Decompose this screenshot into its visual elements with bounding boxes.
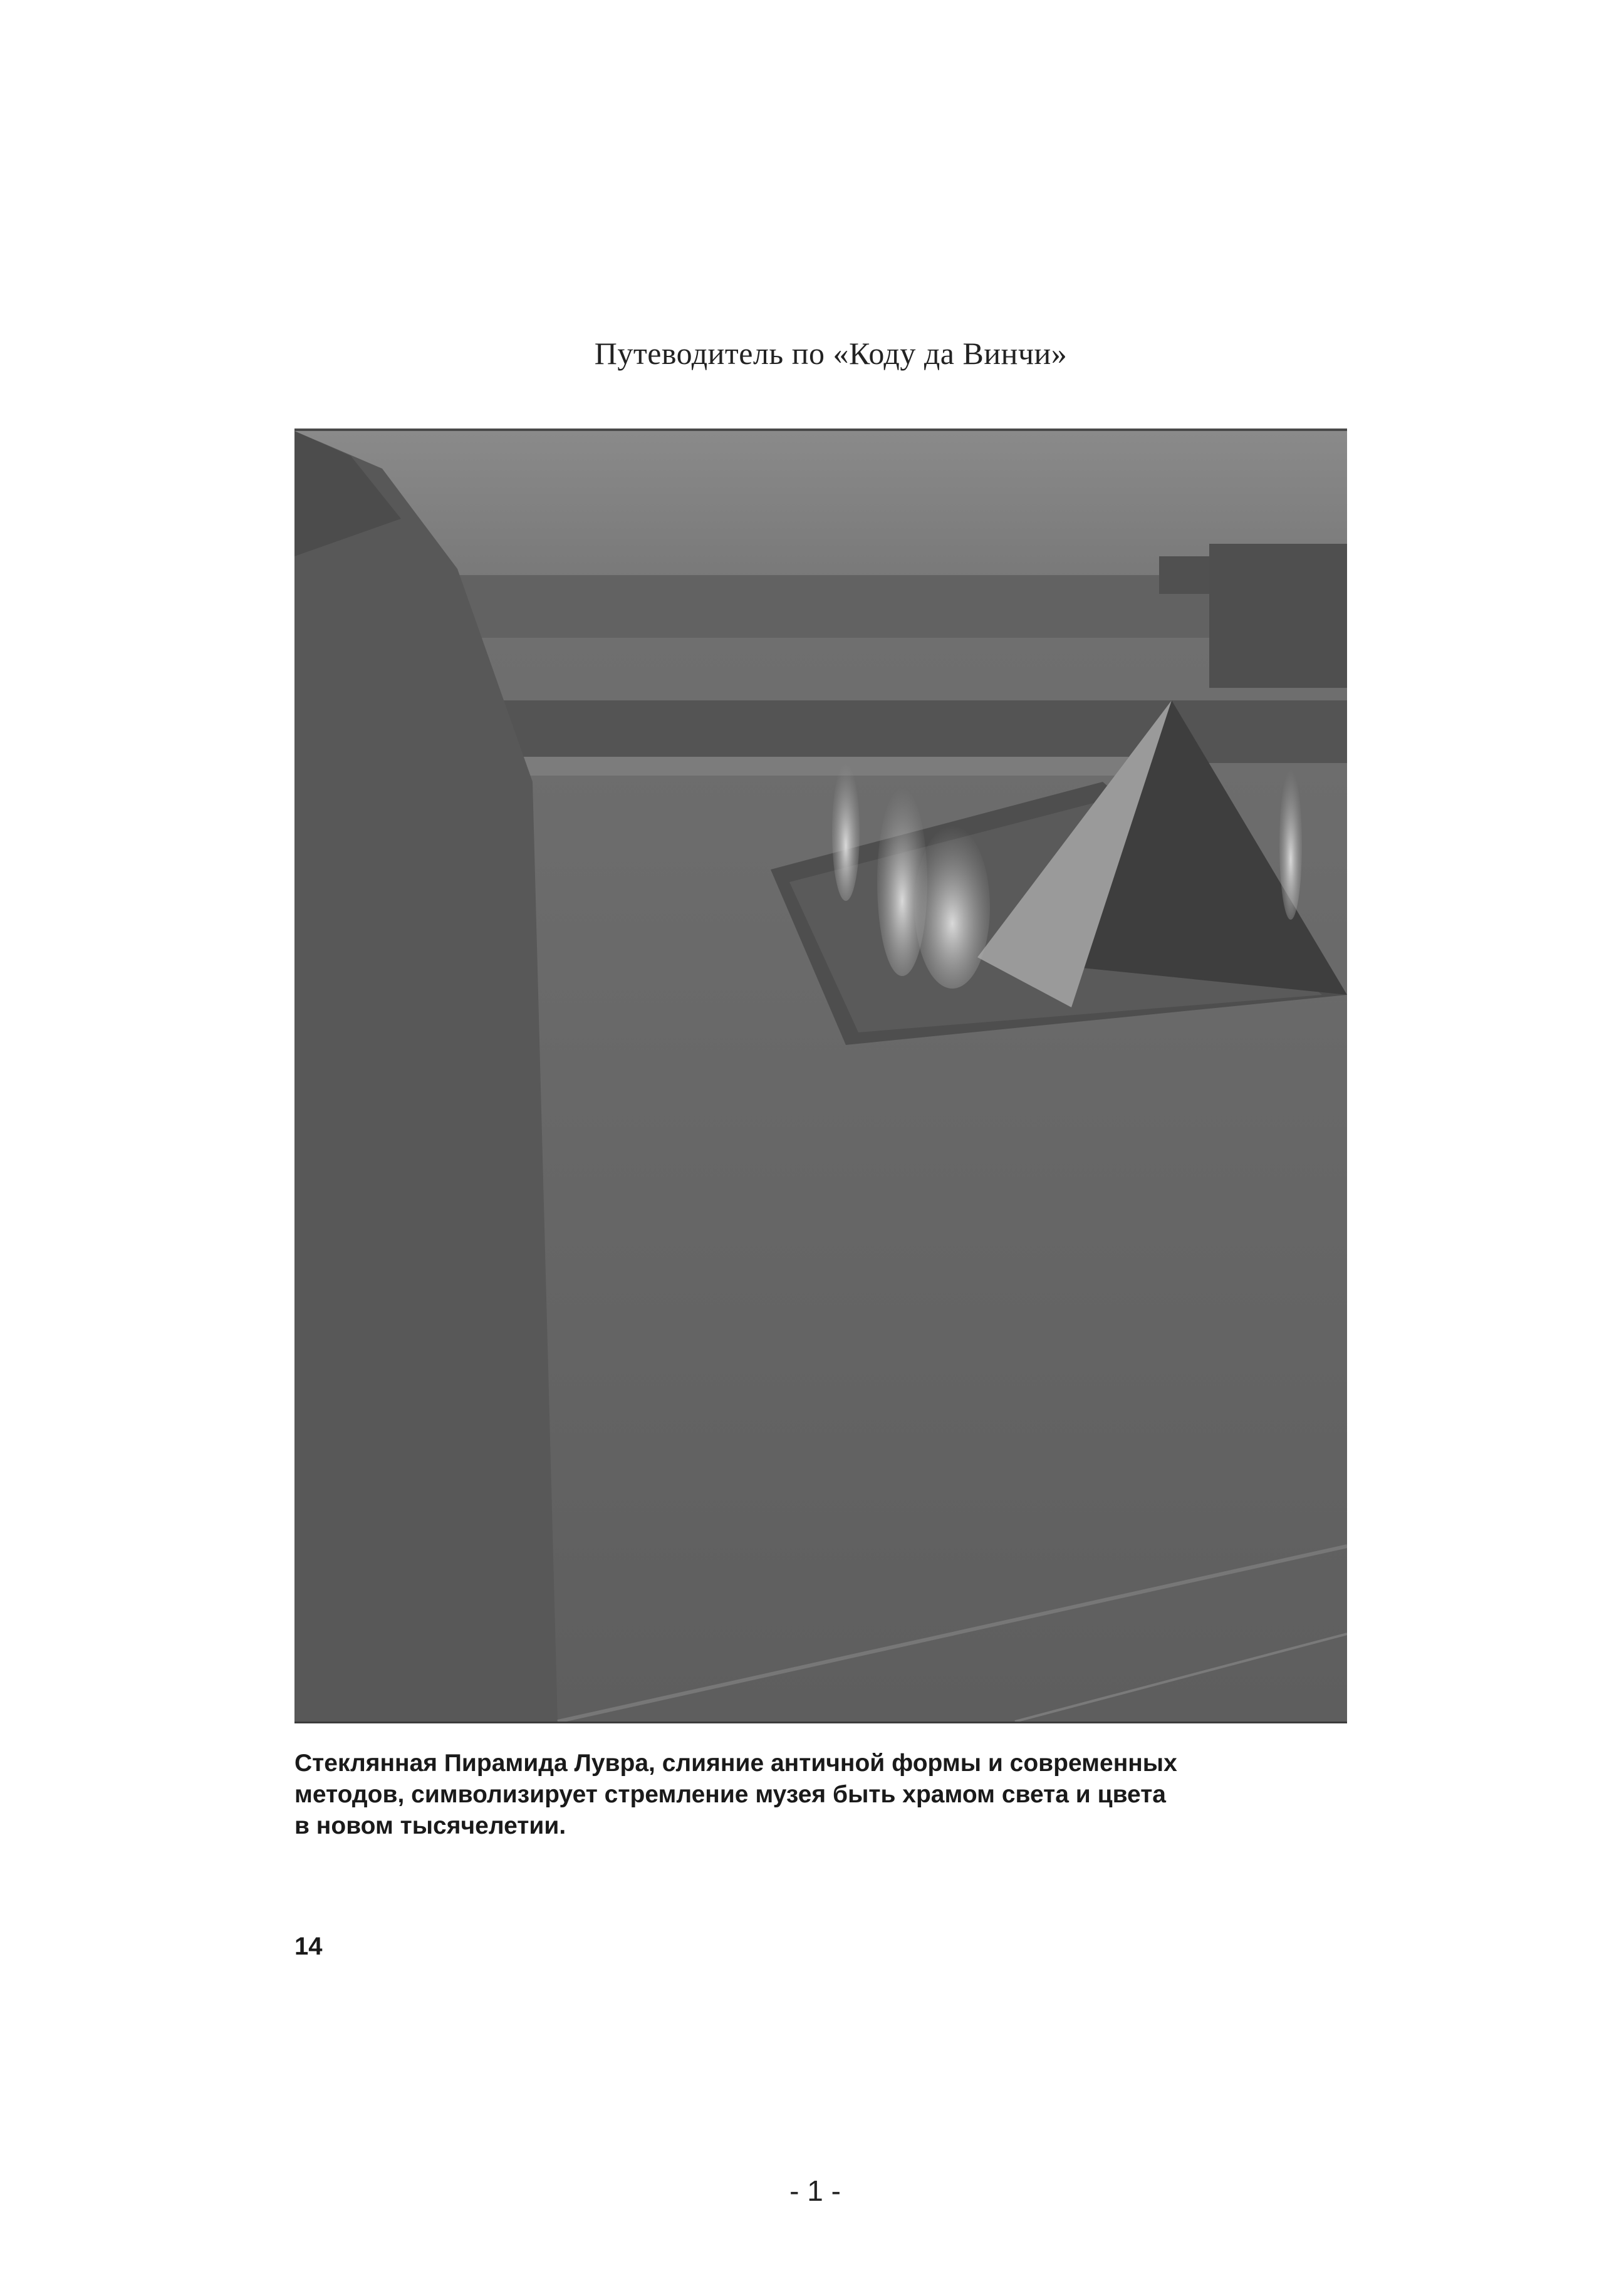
louvre-pyramid-photo (294, 429, 1347, 1723)
caption-line: методов, символизирует стремление музея быть храмом света и цвета (294, 1781, 1166, 1808)
running-header: Путеводитель по «Коду да Винчи» (594, 336, 1068, 371)
figure-caption (294, 1748, 1184, 1842)
caption-line: в новом тысячелетии. (294, 1812, 566, 1839)
book-page-number: 14 (294, 1933, 323, 1960)
caption-line: Стеклянная Пирамида Лувра, слияние античной формы и современных (294, 1750, 1177, 1777)
scan-page-number: - 1 - (789, 2174, 841, 2207)
